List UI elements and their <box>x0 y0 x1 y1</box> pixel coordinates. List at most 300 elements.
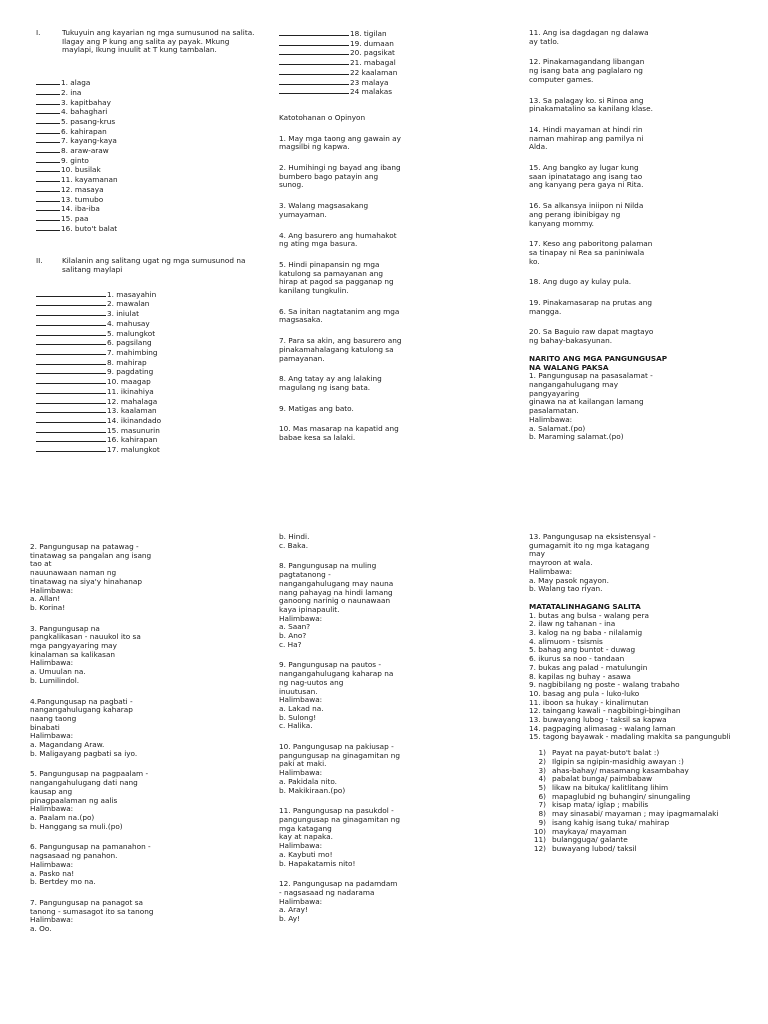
part1-roman: I. <box>36 28 41 37</box>
text-line: sunog. <box>279 180 304 190</box>
col-2 <box>279 29 509 443</box>
list-item <box>279 87 509 97</box>
text-line: 7. bukas ang palad - matulungin <box>529 662 648 672</box>
text-line: a. Saan? <box>279 622 311 632</box>
text-line: a. Pakidala nito. <box>279 776 337 786</box>
text-line: c. Baka. <box>279 540 309 550</box>
answer-blank <box>279 87 349 94</box>
text-line: kaya ipinapaulit. <box>279 604 340 614</box>
item-text: 10. busilak <box>61 165 101 175</box>
answer-blank <box>36 348 106 355</box>
text-line: Halimbawa: <box>30 915 74 925</box>
list-item <box>279 68 509 78</box>
item-text: 6. kahirapan <box>61 126 107 136</box>
text-line: pinakamahalagang katulong sa <box>279 344 394 354</box>
text-line: 6. ikurus sa noo - tandaan <box>529 654 625 664</box>
text-line: b. Hapakatamis nito! <box>279 858 356 868</box>
list-item <box>279 29 509 39</box>
answer-blank <box>279 58 349 65</box>
text-line: 11. Ang isa dagdagan ng dalawa <box>529 28 649 37</box>
text-line: binabati <box>30 722 60 732</box>
text-line: 5. Hindi pinapansin ng mga <box>279 259 380 269</box>
spacer <box>529 85 754 97</box>
text-line: 6. Pangungusap na pamanahon - <box>30 842 151 852</box>
text-line: Halimbawa: <box>529 566 573 576</box>
item-text: likaw na bituka/ kalitlitang lihim <box>552 782 669 792</box>
section-heading <box>529 355 754 372</box>
answer-blank <box>36 387 106 394</box>
item-text: 7. kayang-kaya <box>61 136 117 146</box>
text-line: 4.Pangungusap na pagbati - <box>30 696 133 706</box>
text-line: sa tinapay ni Rea sa paniniwala <box>529 247 645 257</box>
text-line: inuutusan. <box>279 686 318 696</box>
list-item <box>36 185 272 195</box>
text-line: a. Oo. <box>30 924 52 934</box>
item-number: 7) <box>538 800 546 810</box>
text-line: kay at napaka. <box>279 832 333 842</box>
item-text: 4. mahusay <box>107 318 150 328</box>
answer-blank <box>36 416 106 423</box>
answer-blank <box>36 146 60 153</box>
section-title: Katotohanan o Opinyon <box>279 112 366 122</box>
text-line: Halimbawa: <box>30 731 74 741</box>
list-item <box>36 78 272 88</box>
text-line: pangyayaring <box>529 388 580 398</box>
text-line: mayroon at wala. <box>529 558 593 568</box>
item-text: maykaya/ mayaman <box>552 826 627 836</box>
text-line: Halimbawa: <box>279 613 323 623</box>
text-block <box>279 807 511 868</box>
answer-blank <box>36 397 106 404</box>
text-line: a. May pasok ngayon. <box>529 575 609 585</box>
text-line: 3. kalog na ng baba - nilalamig <box>529 628 643 638</box>
text-line: 4. Ang basurero ang humahakot <box>279 230 397 240</box>
item-text: 5. malungkot <box>107 328 156 338</box>
part2-roman: II. <box>36 256 43 266</box>
item-text: 11. ikinahiya <box>107 386 154 396</box>
text-line: a. Umuulan na. <box>30 667 86 677</box>
text-line: 9. Matigas ang bato. <box>279 403 354 413</box>
text-block <box>529 240 754 266</box>
instruction-line: salitang maylapi <box>62 265 123 275</box>
answer-blank <box>36 299 106 306</box>
answer-blank <box>36 435 106 442</box>
text-line: 10. basag ang pula - luko-luko <box>529 688 640 698</box>
text-block <box>30 698 266 759</box>
item-text: 3. kapitbahay <box>61 97 111 107</box>
text-block <box>279 562 511 649</box>
item-text: buwayang lubod/ taksil <box>552 843 637 853</box>
list-item <box>36 435 272 445</box>
text-line: pinakamatalino sa kanilang klase. <box>529 104 653 114</box>
text-line: magsilbi ng kapwa. <box>279 142 350 152</box>
answer-blank <box>279 48 349 55</box>
text-line: ng nag-uutos ang <box>279 677 344 687</box>
item-text: 17. malungkot <box>107 445 160 455</box>
list-item <box>36 387 272 397</box>
list-item <box>279 39 509 49</box>
text-line: babae kesa sa lalaki. <box>279 433 356 443</box>
part2-header <box>36 257 272 274</box>
answer-blank <box>279 68 349 75</box>
text-block <box>279 232 509 249</box>
answer-blank <box>36 224 60 231</box>
spacer <box>30 686 266 698</box>
text-block <box>279 308 509 325</box>
text-line: 2. ilaw ng tahanan - ina <box>529 619 616 629</box>
text-line: ang perang ibinibigay ng <box>529 209 621 219</box>
text-line: Halimbawa: <box>30 804 74 814</box>
text-line: Halimbawa: <box>279 841 323 851</box>
text-block <box>529 126 754 152</box>
item-text: 18. tigilan <box>350 29 387 38</box>
text-block <box>30 843 266 887</box>
list-item <box>36 88 272 98</box>
text-line: 8. Pangungusap na muling <box>279 561 377 571</box>
text-line: pangkalikasan - nauukol ito sa <box>30 632 141 642</box>
text-line: 7. Pangungusap na panagot sa <box>30 897 143 907</box>
text-line: 3. Pangungusap na <box>30 623 100 633</box>
text-line: 8. Ang tatay ay ang lalaking <box>279 374 382 384</box>
text-line: 1. May mga taong ang gawain ay <box>279 133 401 143</box>
list-item <box>279 58 509 68</box>
list-item <box>36 406 272 416</box>
list-item <box>36 416 272 426</box>
item-text: ahas-bahay/ masamang kasambahay <box>552 765 689 775</box>
item-text: bulangguga/ galante <box>552 835 628 845</box>
item-number: 5) <box>538 782 546 792</box>
text-line: Halimbawa: <box>30 658 74 668</box>
numbered-idiom-list <box>529 749 761 853</box>
text-line: 13. buwayang lubog - taksil sa kapwa <box>529 715 667 725</box>
text-line: nauunawaan naman ng <box>30 568 117 578</box>
item-text: 10. maagap <box>107 377 151 387</box>
text-block <box>529 164 754 190</box>
item-number: 11) <box>533 835 546 845</box>
item-text: mapaglubid ng buhangin/ sinungaling <box>552 791 691 801</box>
list-item <box>36 165 272 175</box>
item-text: 21. mabagal <box>350 58 396 68</box>
item-text: 5. pasang-krus <box>61 116 116 126</box>
answer-blank <box>36 214 60 221</box>
spacer <box>279 220 509 232</box>
answer-blank <box>36 107 60 114</box>
text-line: ganoong narinig o naunawaan <box>279 596 391 606</box>
text-line: b. Ano? <box>279 631 307 641</box>
item-text: 4. bahaghari <box>61 107 108 117</box>
text-line: nangangahulugang dati nang <box>30 778 138 788</box>
text-line: 9. nagbibilang ng poste - walang trabaho <box>529 680 680 690</box>
text-line: 12. Pinakamagandang libangan <box>529 57 645 67</box>
text-line: pangungusap na ginagamitan ng <box>279 750 401 760</box>
text-line: - nagsasaad ng nadarama <box>279 887 375 897</box>
text-line: tinatawag na siya'y hinahanap <box>30 576 142 586</box>
item-text: 7. mahimbing <box>107 347 158 357</box>
text-line: nangangahulugang kaharap <box>30 705 133 715</box>
item-text: 8. mahirap <box>107 357 147 367</box>
answer-blank <box>279 78 349 85</box>
item-text: kisap mata/ iglap ; mabilis <box>552 800 649 810</box>
text-line: Halimbawa: <box>279 768 323 778</box>
text-line: a. Salamat.(po) <box>529 423 586 433</box>
text-block <box>529 202 754 228</box>
text-line: magulang ng isang bata. <box>279 382 371 392</box>
text-block <box>30 770 266 831</box>
part1-list <box>36 78 272 233</box>
answer-blank <box>36 165 60 172</box>
text-line: b. Lumilindol. <box>30 675 80 685</box>
item-text: 11. kayamanan <box>61 175 118 185</box>
list-item <box>36 195 272 205</box>
answer-blank <box>36 117 60 124</box>
text-line: Alda. <box>529 142 548 152</box>
col-4 <box>30 543 266 934</box>
item-number: 10) <box>533 826 546 836</box>
text-line: nangangahulugang kaharap na <box>279 669 394 679</box>
item-text: 1. masayahin <box>107 289 157 299</box>
list-item <box>36 329 272 339</box>
item-text: 23 malaya <box>350 77 389 87</box>
text-line: 3. Walang magsasakang <box>279 201 369 211</box>
item-text: 16. buto't balat <box>61 223 118 233</box>
text-line: b. Sulong! <box>279 712 317 722</box>
answer-blank <box>36 156 60 163</box>
text-block <box>529 97 754 114</box>
text-block <box>279 661 511 731</box>
item-text: 2. mawalan <box>107 299 150 309</box>
statement-list <box>279 135 509 443</box>
item-number: 1) <box>538 748 546 758</box>
item-text: 14. ikinandado <box>107 415 162 425</box>
answer-blank <box>36 358 106 365</box>
list-item <box>36 98 272 108</box>
text-line: pagtatanong - <box>279 570 331 580</box>
text-line: ginawa na at kailangan lamang <box>529 397 644 407</box>
spacer <box>30 613 266 625</box>
answer-blank <box>279 39 349 46</box>
text-line: 11. iboon sa hukay - kinalimutan <box>529 697 649 707</box>
text-block <box>279 425 509 442</box>
text-line: ko. <box>529 256 540 266</box>
answer-blank <box>36 406 106 413</box>
text-line: nangangahulugang may <box>529 379 619 389</box>
text-block <box>279 375 509 392</box>
text-line: 8. kapilas ng buhay - asawa <box>529 671 631 681</box>
item-number: 8) <box>538 809 546 819</box>
item-text: 6. pagsilang <box>107 338 152 348</box>
col-3 <box>529 29 754 442</box>
text-block <box>279 261 509 296</box>
text-block <box>529 58 754 84</box>
item-text: isang kahig isang tuka/ mahirap <box>552 817 670 827</box>
text-line: ng ating mga basura. <box>279 239 358 249</box>
text-line: may <box>529 549 545 559</box>
item-text: 24 malakas <box>350 87 393 97</box>
text-line: 15. Ang bangko ay lugar kung <box>529 163 639 173</box>
text-line: 10. Pangungusap na pakiusap - <box>279 742 394 752</box>
text-line: b. Maligayang pagbati sa iyo. <box>30 748 138 758</box>
list-item <box>36 338 272 348</box>
list-item <box>36 117 272 127</box>
item-text: 16. kahirapan <box>107 435 158 445</box>
text-line: nagsasaad ng panahon. <box>30 851 118 861</box>
list-item <box>36 348 272 358</box>
text-line: yumayaman. <box>279 209 327 219</box>
text-line: 7. Para sa akin, ang basurero ang <box>279 336 402 346</box>
item-text: pabalat bunga/ paimbabaw <box>552 774 653 784</box>
text-line: mangga. <box>529 306 562 316</box>
item-text: 1. alaga <box>61 78 91 88</box>
item-text: 12. mahalaga <box>107 396 158 406</box>
spacer <box>279 296 509 308</box>
text-line: pasalamatan. <box>529 406 579 416</box>
statement-list <box>529 29 754 346</box>
answer-blank <box>36 319 106 326</box>
text-line: 17. Keso ang paboritong palaman <box>529 239 653 249</box>
numbered-item <box>529 845 761 854</box>
text-line: Halimbawa: <box>30 585 74 595</box>
list-item <box>36 319 272 329</box>
text-line: 4. alimuom - tsismis <box>529 636 603 646</box>
text-line: b. Korina! <box>30 602 66 612</box>
instruction-line: maylapi, Ikung inuulit at T kung tambalan. <box>62 45 217 55</box>
text-line: a. Aray! <box>279 905 308 915</box>
list-item <box>36 204 272 214</box>
intro-block <box>529 533 761 594</box>
text-line: kinalaman sa kalikasan <box>30 649 116 659</box>
text-line: 10. Mas masarap na kapatid ang <box>279 424 399 434</box>
text-line: 18. Ang dugo ay kulay pula. <box>529 277 632 287</box>
instruction-line: Ilagay ang P kung ang salita ay payak. Mkung <box>62 36 230 46</box>
text-line: a. Allan! <box>30 594 61 604</box>
item-text: 13. tumubo <box>61 194 104 204</box>
text-block <box>279 743 511 795</box>
part1-instruction <box>62 29 255 55</box>
answer-blank <box>36 136 60 143</box>
answer-blank <box>279 29 349 36</box>
text-line: ay tatlo. <box>529 36 559 46</box>
item-text: Ilgipin sa ngipin-masidhig awayan :) <box>552 756 684 766</box>
text-line: Halimbawa: <box>30 859 74 869</box>
item-text: 9. pagdating <box>107 367 154 377</box>
heading-line: NARITO ANG MGA PANGUNGUSAP <box>529 353 668 363</box>
text-block <box>529 299 754 316</box>
list-item <box>36 127 272 137</box>
text-line: 9. Pangungusap na pautos - <box>279 660 382 670</box>
text-line: bumbero bago patayin ang <box>279 171 379 181</box>
text-line: katulong sa pamayanan ang <box>279 268 383 278</box>
text-line: 12. taingang kawali - nagbibingi-bingihan <box>529 706 681 716</box>
text-block <box>529 328 754 345</box>
list-item <box>36 290 272 300</box>
text-line: nang pahayag na hindi lamang <box>279 587 393 597</box>
paragraph-blocks <box>279 533 511 924</box>
list-item <box>36 136 272 146</box>
answer-blank <box>36 329 106 336</box>
text-line: 19. Pinakamasarap na prutas ang <box>529 298 652 308</box>
paragraph-blocks <box>30 543 266 934</box>
text-block <box>279 337 509 363</box>
answer-blank <box>36 426 106 433</box>
spacer <box>279 393 509 405</box>
item-text: 15. paa <box>61 213 89 223</box>
answer-blank <box>36 309 106 316</box>
text-line: 1. butas ang bulsa - walang pera <box>529 610 649 620</box>
text-line: kanyang mommy. <box>529 218 594 228</box>
instruction-line: Tukuyuin ang kayarian ng mga sumusunod na salita. <box>62 28 255 37</box>
item-text: 19. dumaan <box>350 38 394 48</box>
text-line: 14. Hindi mayaman at hindi rin <box>529 124 643 134</box>
text-line: b. Makikiraan.(po) <box>279 785 346 795</box>
section-heading: MATATALINHAGANG SALITA <box>529 601 641 611</box>
text-line: c. Ha? <box>279 639 302 649</box>
text-line: b. Bertdey mo na. <box>30 877 96 887</box>
item-number: 9) <box>538 817 546 827</box>
list-item <box>36 175 272 185</box>
text-line: 6. Sa initan nagtatanim ang mga <box>279 306 400 316</box>
answer-blank <box>36 88 60 95</box>
text-line: 1. Pangungusap na pasasalamat - <box>529 371 653 381</box>
text-line: mga katagang <box>279 823 332 833</box>
answer-blank <box>36 338 106 345</box>
col-6 <box>529 533 761 854</box>
text-line: c. Halika. <box>279 721 313 731</box>
instruction-line: Kilalanin ang salitang ugat ng mga sumusunod na <box>62 256 246 266</box>
text-line: a. Kaybuti mo! <box>279 849 333 859</box>
list-item <box>36 309 272 319</box>
text-line: kausap ang <box>30 786 73 796</box>
text-line: b. Ay! <box>279 914 301 924</box>
text-line: ng isang bata ang paglalaro ng <box>529 66 643 76</box>
text-line: b. Maraming salamat.(po) <box>529 432 624 442</box>
text-line: b. Walang tao riyan. <box>529 584 603 594</box>
answer-blank <box>36 445 106 452</box>
item-number: 12) <box>533 843 546 853</box>
text-line: saan ipinatatago ang isang tao <box>529 171 643 181</box>
text-line: a. Pasko na! <box>30 868 75 878</box>
text-line: gumagamit ito ng mga katagang <box>529 540 650 550</box>
text-line: a. Paalam na.(po) <box>30 812 95 822</box>
list-item <box>36 299 272 309</box>
text-line: Halimbawa: <box>529 414 573 424</box>
text-block <box>30 625 266 686</box>
answer-blank <box>36 185 60 192</box>
item-number: 4) <box>538 774 546 784</box>
heading-line: NA WALANG PAKSA <box>529 362 609 372</box>
text-line: pangungusap na ginagamitan ng <box>279 814 401 824</box>
part2-instruction <box>62 257 245 274</box>
item-text: 14. iba-iba <box>61 204 100 214</box>
list-item <box>36 445 272 455</box>
text-block <box>30 543 266 613</box>
item-number: 2) <box>538 756 546 766</box>
answer-blank <box>36 195 60 202</box>
text-line: 12. Pangungusap na padamdam <box>279 879 398 889</box>
text-line: a. Magandang Araw. <box>30 740 105 750</box>
text-line: paki at maki. <box>279 759 327 769</box>
text-line: 13. Pangungusap na eksistensyal - <box>529 532 656 541</box>
list-item <box>36 358 272 368</box>
item-text: may sinasabi/ mayaman ; may ipagmamalaki <box>552 809 719 819</box>
item-number: 3) <box>538 765 546 775</box>
item-text: 20. pagsikat <box>350 48 395 58</box>
text-line: 5. bahag ang buntot - duwag <box>529 645 636 655</box>
item-text: 8. araw-araw <box>61 146 109 156</box>
item-text: Payat na payat-buto't balat :) <box>552 748 660 758</box>
list-item <box>36 146 272 156</box>
answer-blank <box>36 367 106 374</box>
item-text: 12. masaya <box>61 184 104 194</box>
